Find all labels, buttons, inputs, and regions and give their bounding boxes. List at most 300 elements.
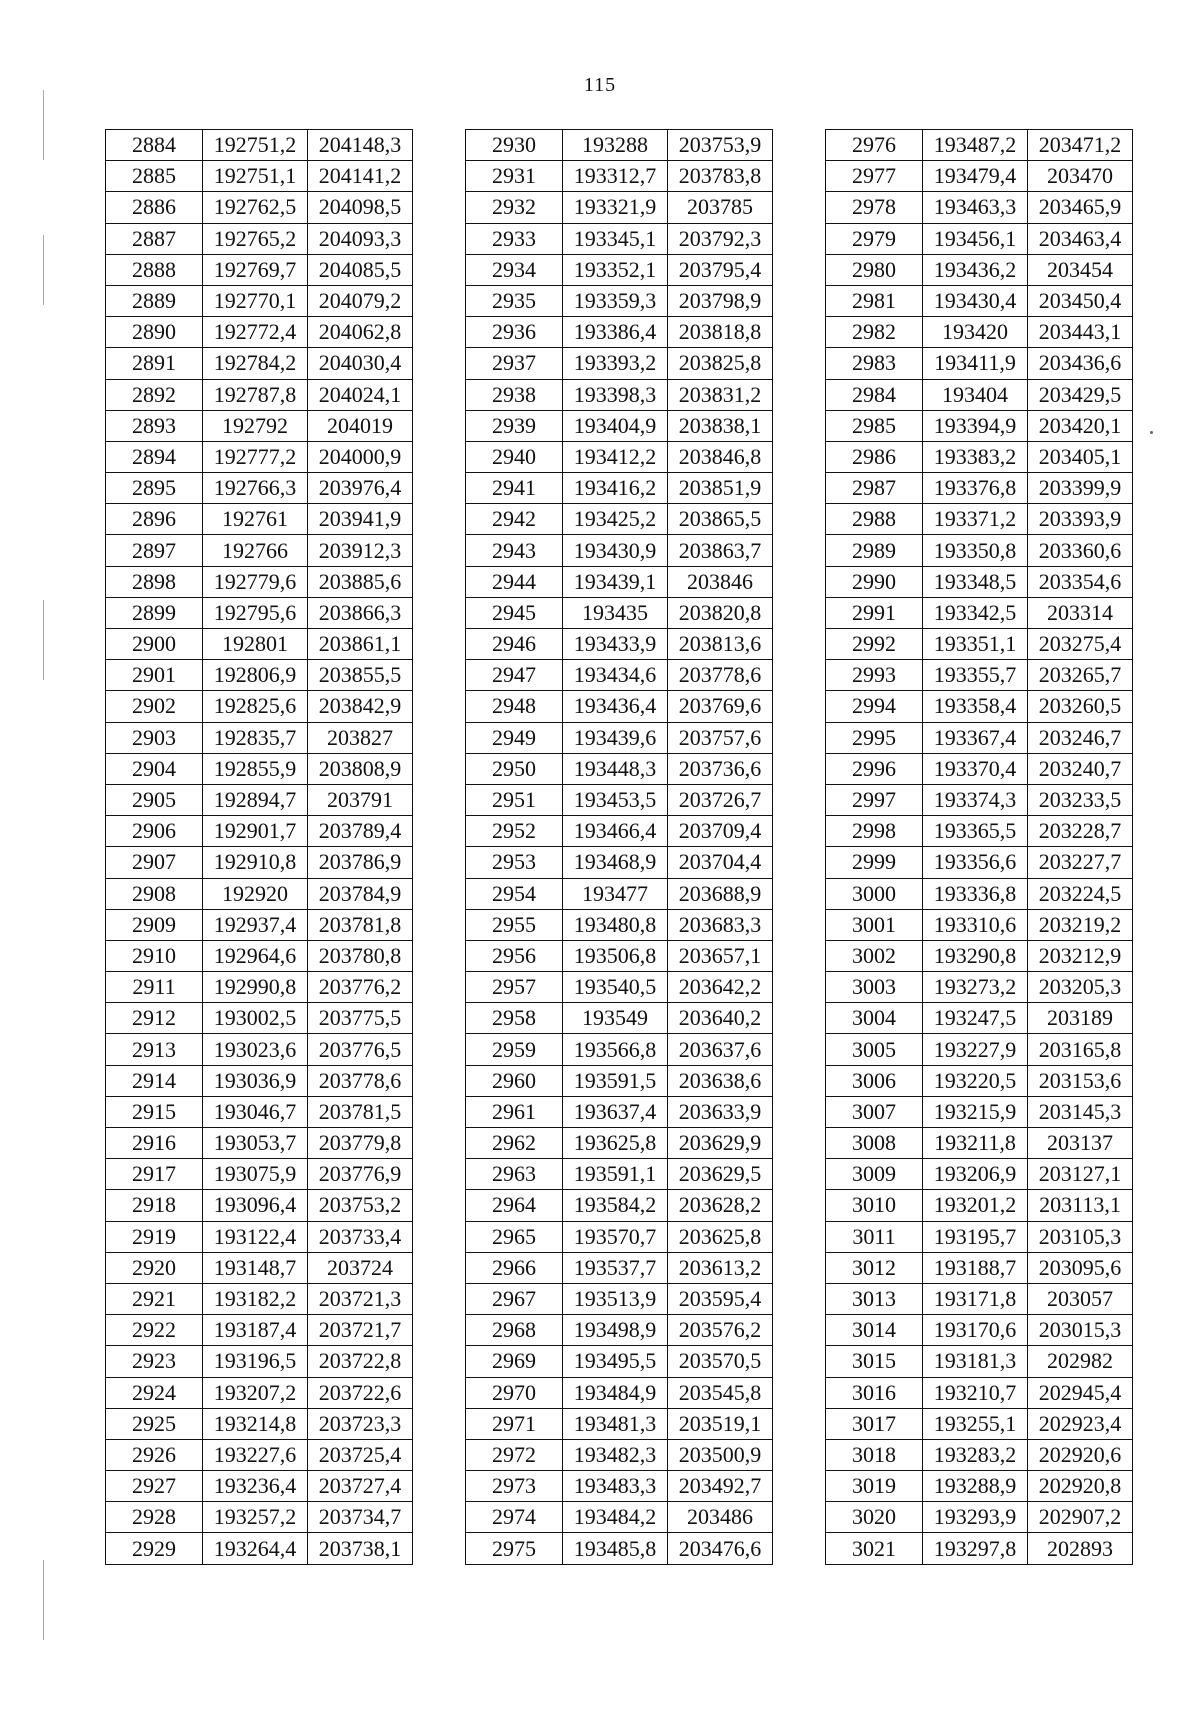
- x-coordinate-cell: 192910,8: [203, 847, 308, 878]
- point-number-cell: 2949: [466, 722, 563, 753]
- table-row: [106, 130, 413, 161]
- table-row: [106, 878, 413, 909]
- point-number-cell: 2924: [106, 1377, 203, 1408]
- table-row: [106, 1128, 413, 1159]
- coordinates-table-body: [826, 130, 1133, 1565]
- point-number-cell: 2913: [106, 1034, 203, 1065]
- point-number-cell: 2929: [106, 1533, 203, 1564]
- table-row: [826, 130, 1133, 161]
- x-coordinate-cell: 193214,8: [203, 1408, 308, 1439]
- point-number-cell: 2959: [466, 1034, 563, 1065]
- table-row: [106, 1190, 413, 1221]
- point-number-cell: 2915: [106, 1096, 203, 1127]
- table-row: [106, 1096, 413, 1127]
- x-coordinate-cell: 193288: [563, 130, 668, 161]
- y-coordinate-cell: 204079,2: [308, 285, 413, 316]
- y-coordinate-cell: 204148,3: [308, 130, 413, 161]
- y-coordinate-cell: 203476,6: [668, 1533, 773, 1564]
- x-coordinate-cell: 193023,6: [203, 1034, 308, 1065]
- x-coordinate-cell: 192770,1: [203, 285, 308, 316]
- point-number-cell: 2908: [106, 878, 203, 909]
- x-coordinate-cell: 193046,7: [203, 1096, 308, 1127]
- x-coordinate-cell: 193566,8: [563, 1034, 668, 1065]
- table-row: [106, 1533, 413, 1564]
- point-number-cell: 2980: [826, 254, 923, 285]
- table-row: [106, 254, 413, 285]
- x-coordinate-cell: 193227,9: [923, 1034, 1028, 1065]
- x-coordinate-cell: 193477: [563, 878, 668, 909]
- y-coordinate-cell: 203595,4: [668, 1283, 773, 1314]
- table-row: [826, 909, 1133, 940]
- y-coordinate-cell: 203399,9: [1028, 473, 1133, 504]
- x-coordinate-cell: 193481,3: [563, 1408, 668, 1439]
- x-coordinate-cell: 192784,2: [203, 348, 308, 379]
- table-row: [106, 535, 413, 566]
- point-number-cell: 3016: [826, 1377, 923, 1408]
- point-number-cell: 2965: [466, 1221, 563, 1252]
- point-number-cell: 2898: [106, 566, 203, 597]
- x-coordinate-cell: 193480,8: [563, 909, 668, 940]
- x-coordinate-cell: 193495,5: [563, 1346, 668, 1377]
- table-row: [466, 1034, 773, 1065]
- point-number-cell: 2979: [826, 223, 923, 254]
- table-row: [466, 1252, 773, 1283]
- table-row: [466, 1065, 773, 1096]
- y-coordinate-cell: 203827: [308, 722, 413, 753]
- point-number-cell: 2941: [466, 473, 563, 504]
- y-coordinate-cell: 203463,4: [1028, 223, 1133, 254]
- table-row: [826, 1034, 1133, 1065]
- point-number-cell: 2896: [106, 504, 203, 535]
- point-number-cell: 2889: [106, 285, 203, 316]
- x-coordinate-cell: 193002,5: [203, 1003, 308, 1034]
- table-row: [466, 130, 773, 161]
- x-coordinate-cell: 193182,2: [203, 1283, 308, 1314]
- x-coordinate-cell: 193435: [563, 597, 668, 628]
- x-coordinate-cell: 193371,2: [923, 504, 1028, 535]
- table-row: [826, 285, 1133, 316]
- table-row: [106, 504, 413, 535]
- table-row: [466, 441, 773, 472]
- point-number-cell: 2985: [826, 410, 923, 441]
- y-coordinate-cell: 203470: [1028, 161, 1133, 192]
- point-number-cell: 2890: [106, 317, 203, 348]
- coordinates-table-3: [825, 129, 1133, 1565]
- table-row: [826, 940, 1133, 971]
- point-number-cell: 2987: [826, 473, 923, 504]
- y-coordinate-cell: 203625,8: [668, 1221, 773, 1252]
- table-row: [466, 816, 773, 847]
- table-row: [466, 535, 773, 566]
- y-coordinate-cell: 203798,9: [668, 285, 773, 316]
- table-row: [466, 1439, 773, 1470]
- y-coordinate-cell: 203576,2: [668, 1315, 773, 1346]
- point-number-cell: 2903: [106, 722, 203, 753]
- table-row: [826, 1096, 1133, 1127]
- y-coordinate-cell: 203721,7: [308, 1315, 413, 1346]
- y-coordinate-cell: 203500,9: [668, 1439, 773, 1470]
- table-row: [466, 1471, 773, 1502]
- y-coordinate-cell: 203789,4: [308, 816, 413, 847]
- table-row: [106, 1221, 413, 1252]
- x-coordinate-cell: 193374,3: [923, 784, 1028, 815]
- x-coordinate-cell: 193540,5: [563, 972, 668, 1003]
- table-row: [826, 1283, 1133, 1314]
- point-number-cell: 3015: [826, 1346, 923, 1377]
- x-coordinate-cell: 192825,6: [203, 691, 308, 722]
- x-coordinate-cell: 192772,4: [203, 317, 308, 348]
- x-coordinate-cell: 193356,6: [923, 847, 1028, 878]
- y-coordinate-cell: 203405,1: [1028, 441, 1133, 472]
- table-row: [826, 1377, 1133, 1408]
- point-number-cell: 2960: [466, 1065, 563, 1096]
- table-row: [106, 847, 413, 878]
- x-coordinate-cell: 193195,7: [923, 1221, 1028, 1252]
- y-coordinate-cell: 203863,7: [668, 535, 773, 566]
- point-number-cell: 2937: [466, 348, 563, 379]
- y-coordinate-cell: 203260,5: [1028, 691, 1133, 722]
- x-coordinate-cell: 192990,8: [203, 972, 308, 1003]
- table-row: [826, 1128, 1133, 1159]
- x-coordinate-cell: 192901,7: [203, 816, 308, 847]
- x-coordinate-cell: 193352,1: [563, 254, 668, 285]
- table-row: [466, 1346, 773, 1377]
- table-row: [466, 254, 773, 285]
- point-number-cell: 2902: [106, 691, 203, 722]
- x-coordinate-cell: 192855,9: [203, 753, 308, 784]
- table-row: [106, 940, 413, 971]
- point-number-cell: 2916: [106, 1128, 203, 1159]
- coordinates-table-body: [466, 130, 773, 1565]
- x-coordinate-cell: 193210,7: [923, 1377, 1028, 1408]
- y-coordinate-cell: 203314: [1028, 597, 1133, 628]
- y-coordinate-cell: 203779,8: [308, 1128, 413, 1159]
- point-number-cell: 3005: [826, 1034, 923, 1065]
- x-coordinate-cell: 193264,4: [203, 1533, 308, 1564]
- table-row: [466, 161, 773, 192]
- point-number-cell: 3010: [826, 1190, 923, 1221]
- y-coordinate-cell: 203275,4: [1028, 629, 1133, 660]
- scan-margin-mark: [43, 90, 44, 160]
- point-number-cell: 3011: [826, 1221, 923, 1252]
- table-row: [826, 1502, 1133, 1533]
- table-row: [106, 1252, 413, 1283]
- y-coordinate-cell: 203137: [1028, 1128, 1133, 1159]
- table-row: [106, 441, 413, 472]
- y-coordinate-cell: 203778,6: [668, 660, 773, 691]
- point-number-cell: 2974: [466, 1502, 563, 1533]
- x-coordinate-cell: 193479,4: [923, 161, 1028, 192]
- table-row: [466, 1190, 773, 1221]
- table-row: [106, 1377, 413, 1408]
- y-coordinate-cell: 203657,1: [668, 940, 773, 971]
- x-coordinate-cell: 192801: [203, 629, 308, 660]
- point-number-cell: 2947: [466, 660, 563, 691]
- table-row: [826, 878, 1133, 909]
- x-coordinate-cell: 193448,3: [563, 753, 668, 784]
- x-coordinate-cell: 193498,9: [563, 1315, 668, 1346]
- point-number-cell: 2891: [106, 348, 203, 379]
- point-number-cell: 2919: [106, 1221, 203, 1252]
- table-row: [826, 192, 1133, 223]
- point-number-cell: 3000: [826, 878, 923, 909]
- x-coordinate-cell: 193365,5: [923, 816, 1028, 847]
- x-coordinate-cell: 193625,8: [563, 1128, 668, 1159]
- x-coordinate-cell: 193358,4: [923, 691, 1028, 722]
- table-row: [466, 722, 773, 753]
- point-number-cell: 3002: [826, 940, 923, 971]
- y-coordinate-cell: 203015,3: [1028, 1315, 1133, 1346]
- table-row: [826, 566, 1133, 597]
- point-number-cell: 2892: [106, 379, 203, 410]
- y-coordinate-cell: 203704,4: [668, 847, 773, 878]
- point-number-cell: 2927: [106, 1471, 203, 1502]
- point-number-cell: 2944: [466, 566, 563, 597]
- point-number-cell: 2910: [106, 940, 203, 971]
- table-row: [826, 597, 1133, 628]
- y-coordinate-cell: 202893: [1028, 1533, 1133, 1564]
- point-number-cell: 3007: [826, 1096, 923, 1127]
- table-row: [826, 1065, 1133, 1096]
- table-row: [466, 660, 773, 691]
- point-number-cell: 2909: [106, 909, 203, 940]
- x-coordinate-cell: 193367,4: [923, 722, 1028, 753]
- x-coordinate-cell: 193206,9: [923, 1159, 1028, 1190]
- table-row: [466, 1502, 773, 1533]
- point-number-cell: 2897: [106, 535, 203, 566]
- y-coordinate-cell: 203791: [308, 784, 413, 815]
- table-row: [106, 161, 413, 192]
- point-number-cell: 2973: [466, 1471, 563, 1502]
- y-coordinate-cell: 203786,9: [308, 847, 413, 878]
- table-row: [466, 317, 773, 348]
- x-coordinate-cell: 193439,6: [563, 722, 668, 753]
- table-row: [466, 847, 773, 878]
- y-coordinate-cell: 204141,2: [308, 161, 413, 192]
- point-number-cell: 3009: [826, 1159, 923, 1190]
- x-coordinate-cell: 193482,3: [563, 1439, 668, 1470]
- table-row: [106, 1471, 413, 1502]
- table-row: [826, 410, 1133, 441]
- y-coordinate-cell: 203113,1: [1028, 1190, 1133, 1221]
- y-coordinate-cell: 203354,6: [1028, 566, 1133, 597]
- x-coordinate-cell: 192937,4: [203, 909, 308, 940]
- y-coordinate-cell: 203127,1: [1028, 1159, 1133, 1190]
- point-number-cell: 2931: [466, 161, 563, 192]
- table-row: [466, 192, 773, 223]
- x-coordinate-cell: 193412,2: [563, 441, 668, 472]
- table-row: [826, 1190, 1133, 1221]
- point-number-cell: 2958: [466, 1003, 563, 1034]
- y-coordinate-cell: 203265,7: [1028, 660, 1133, 691]
- table-row: [106, 1283, 413, 1314]
- point-number-cell: 2996: [826, 753, 923, 784]
- y-coordinate-cell: 203941,9: [308, 504, 413, 535]
- x-coordinate-cell: 193506,8: [563, 940, 668, 971]
- point-number-cell: 2901: [106, 660, 203, 691]
- table-row: [826, 223, 1133, 254]
- point-number-cell: 2921: [106, 1283, 203, 1314]
- table-row: [106, 1003, 413, 1034]
- table-row: [106, 597, 413, 628]
- y-coordinate-cell: 203454: [1028, 254, 1133, 285]
- y-coordinate-cell: 203783,8: [668, 161, 773, 192]
- point-number-cell: 2884: [106, 130, 203, 161]
- y-coordinate-cell: 203721,3: [308, 1283, 413, 1314]
- x-coordinate-cell: 193376,8: [923, 473, 1028, 504]
- y-coordinate-cell: 203629,9: [668, 1128, 773, 1159]
- y-coordinate-cell: 203638,6: [668, 1065, 773, 1096]
- y-coordinate-cell: 203785: [668, 192, 773, 223]
- point-number-cell: 2989: [826, 535, 923, 566]
- y-coordinate-cell: 203519,1: [668, 1408, 773, 1439]
- x-coordinate-cell: 193549: [563, 1003, 668, 1034]
- table-row: [466, 691, 773, 722]
- table-row: [466, 504, 773, 535]
- point-number-cell: 2966: [466, 1252, 563, 1283]
- y-coordinate-cell: 203145,3: [1028, 1096, 1133, 1127]
- y-coordinate-cell: 202907,2: [1028, 1502, 1133, 1533]
- y-coordinate-cell: 203846,8: [668, 441, 773, 472]
- x-coordinate-cell: 193359,3: [563, 285, 668, 316]
- x-coordinate-cell: 193398,3: [563, 379, 668, 410]
- y-coordinate-cell: 203780,8: [308, 940, 413, 971]
- y-coordinate-cell: 204085,5: [308, 254, 413, 285]
- y-coordinate-cell: 203153,6: [1028, 1065, 1133, 1096]
- y-coordinate-cell: 203831,2: [668, 379, 773, 410]
- x-coordinate-cell: 193170,6: [923, 1315, 1028, 1346]
- x-coordinate-cell: 193310,6: [923, 909, 1028, 940]
- point-number-cell: 2975: [466, 1533, 563, 1564]
- point-number-cell: 2983: [826, 348, 923, 379]
- x-coordinate-cell: 193439,1: [563, 566, 668, 597]
- point-number-cell: 2971: [466, 1408, 563, 1439]
- y-coordinate-cell: 203637,6: [668, 1034, 773, 1065]
- table-row: [106, 629, 413, 660]
- point-number-cell: 2925: [106, 1408, 203, 1439]
- table-row: [106, 379, 413, 410]
- point-number-cell: 2917: [106, 1159, 203, 1190]
- y-coordinate-cell: 203105,3: [1028, 1221, 1133, 1252]
- x-coordinate-cell: 193430,9: [563, 535, 668, 566]
- point-number-cell: 2957: [466, 972, 563, 1003]
- table-row: [106, 1315, 413, 1346]
- x-coordinate-cell: 192920: [203, 878, 308, 909]
- y-coordinate-cell: 203733,4: [308, 1221, 413, 1252]
- y-coordinate-cell: 203842,9: [308, 691, 413, 722]
- point-number-cell: 2981: [826, 285, 923, 316]
- x-coordinate-cell: 193355,7: [923, 660, 1028, 691]
- x-coordinate-cell: 193416,2: [563, 473, 668, 504]
- table-row: [106, 285, 413, 316]
- x-coordinate-cell: 193487,2: [923, 130, 1028, 161]
- y-coordinate-cell: 203781,8: [308, 909, 413, 940]
- table-row: [466, 1533, 773, 1564]
- point-number-cell: 3001: [826, 909, 923, 940]
- point-number-cell: 2995: [826, 722, 923, 753]
- point-number-cell: 2982: [826, 317, 923, 348]
- point-number-cell: 2905: [106, 784, 203, 815]
- table-row: [826, 784, 1133, 815]
- point-number-cell: 2922: [106, 1315, 203, 1346]
- x-coordinate-cell: 193420: [923, 317, 1028, 348]
- table-row: [106, 1034, 413, 1065]
- point-number-cell: 2886: [106, 192, 203, 223]
- point-number-cell: 2885: [106, 161, 203, 192]
- x-coordinate-cell: 192761: [203, 504, 308, 535]
- y-coordinate-cell: 203865,5: [668, 504, 773, 535]
- point-number-cell: 3012: [826, 1252, 923, 1283]
- point-number-cell: 2993: [826, 660, 923, 691]
- y-coordinate-cell: 203808,9: [308, 753, 413, 784]
- table-row: [466, 784, 773, 815]
- point-number-cell: 2977: [826, 161, 923, 192]
- x-coordinate-cell: 193591,1: [563, 1159, 668, 1190]
- point-number-cell: 2943: [466, 535, 563, 566]
- x-coordinate-cell: 192751,2: [203, 130, 308, 161]
- x-coordinate-cell: 193336,8: [923, 878, 1028, 909]
- x-coordinate-cell: 193430,4: [923, 285, 1028, 316]
- y-coordinate-cell: 203723,3: [308, 1408, 413, 1439]
- table-row: [826, 847, 1133, 878]
- point-number-cell: 2999: [826, 847, 923, 878]
- point-number-cell: 2986: [826, 441, 923, 472]
- table-row: [106, 784, 413, 815]
- y-coordinate-cell: 203465,9: [1028, 192, 1133, 223]
- point-number-cell: 2920: [106, 1252, 203, 1283]
- x-coordinate-cell: 193436,2: [923, 254, 1028, 285]
- table-row: [466, 285, 773, 316]
- x-coordinate-cell: 193247,5: [923, 1003, 1028, 1034]
- y-coordinate-cell: 203224,5: [1028, 878, 1133, 909]
- y-coordinate-cell: 202920,6: [1028, 1439, 1133, 1470]
- table-row: [466, 473, 773, 504]
- table-row: [106, 1502, 413, 1533]
- x-coordinate-cell: 193394,9: [923, 410, 1028, 441]
- table-row: [466, 410, 773, 441]
- y-coordinate-cell: 203393,9: [1028, 504, 1133, 535]
- x-coordinate-cell: 193215,9: [923, 1096, 1028, 1127]
- x-coordinate-cell: 193196,5: [203, 1346, 308, 1377]
- table-row: [826, 1533, 1133, 1564]
- point-number-cell: 2955: [466, 909, 563, 940]
- table-row: [106, 753, 413, 784]
- point-number-cell: 2939: [466, 410, 563, 441]
- y-coordinate-cell: 203725,4: [308, 1439, 413, 1470]
- y-coordinate-cell: 203057: [1028, 1283, 1133, 1314]
- y-coordinate-cell: 203722,8: [308, 1346, 413, 1377]
- table-row: [466, 1377, 773, 1408]
- y-coordinate-cell: 204030,4: [308, 348, 413, 379]
- x-coordinate-cell: 193537,7: [563, 1252, 668, 1283]
- y-coordinate-cell: 203795,4: [668, 254, 773, 285]
- table-row: [826, 535, 1133, 566]
- x-coordinate-cell: 193591,5: [563, 1065, 668, 1096]
- point-number-cell: 2968: [466, 1315, 563, 1346]
- table-row: [466, 909, 773, 940]
- x-coordinate-cell: 193036,9: [203, 1065, 308, 1096]
- x-coordinate-cell: 193257,2: [203, 1502, 308, 1533]
- point-number-cell: 2994: [826, 691, 923, 722]
- point-number-cell: 3004: [826, 1003, 923, 1034]
- scan-margin-mark: [43, 1560, 44, 1640]
- x-coordinate-cell: 192894,7: [203, 784, 308, 815]
- y-coordinate-cell: 203709,4: [668, 816, 773, 847]
- y-coordinate-cell: 203818,8: [668, 317, 773, 348]
- y-coordinate-cell: 203628,2: [668, 1190, 773, 1221]
- y-coordinate-cell: 203820,8: [668, 597, 773, 628]
- table-row: [466, 1283, 773, 1314]
